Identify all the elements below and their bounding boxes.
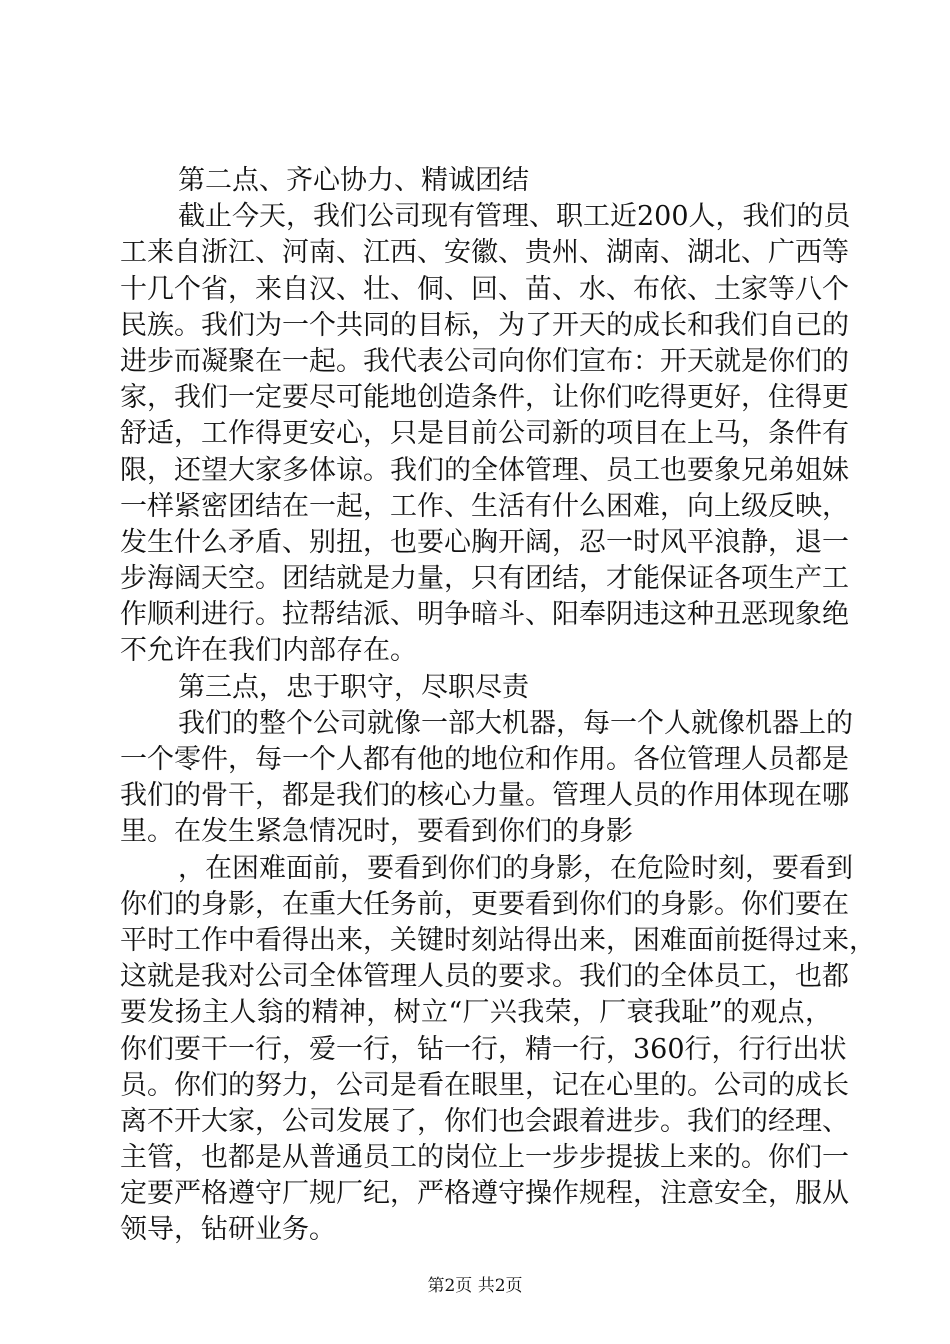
page-number-footer: 第2页 共2页 (427, 1276, 523, 1296)
paragraph-line: 家，我们一定要尽可能地创造条件，让你们吃得更好，住得更 (120, 382, 849, 414)
paragraph-line: 民族。我们为一个共同的目标，为了开天的成长和我们自已的 (120, 309, 849, 341)
paragraph-line: 领导，钻研业务。 (120, 1214, 336, 1246)
paragraph-line: 不允许在我们内部存在。 (120, 635, 417, 667)
section-heading: 第二点、齐心协力、精诚团结 (178, 165, 529, 196)
paragraph-line: 十几个省，来自汉、壮、侗、回、苗、水、布依、土家等八个 (120, 273, 849, 305)
paragraph-line: 离不开大家，公司发展了，你们也会跟着进步。我们的经理、 (120, 1105, 849, 1137)
paragraph-line: 发生什么矛盾、别扭，也要心胸开阔，忍一时风平浪静，退一 (120, 526, 849, 558)
paragraph-line: 你们的身影，在重大任务前，更要看到你们的身影。你们要在 (120, 888, 849, 920)
paragraph-line: 平时工作中看得出来，关键时刻站得出来，困难面前挺得过来， (120, 924, 876, 956)
paragraph-line: 作顺利进行。拉帮结派、明争暗斗、阳奉阴违这种丑恶现象绝 (120, 599, 849, 631)
paragraph-line: 步海阔天空。团结就是力量，只有团结，才能保证各项生产工 (120, 563, 849, 595)
paragraph-line: 我们的整个公司就像一部大机器，每一个人就像机器上的 (178, 707, 853, 739)
paragraph-line: 进步而凝聚在一起。我代表公司向你们宣布：开天就是你们的 (120, 345, 849, 377)
paragraph-line: 一个零件，每一个人都有他的地位和作用。各位管理人员都是 (120, 744, 849, 775)
paragraph-line: 定要严格遵守厂规厂纪，严格遵守操作规程，注意安全，服从 (120, 1178, 849, 1210)
paragraph-line: 里。在发生紧急情况时，要看到你们的身影 (120, 816, 633, 848)
section-heading: 第三点，忠于职守，尽职尽责 (178, 671, 529, 703)
paragraph-line: 工来自浙江、河南、江西、安徽、贵州、湖南、湖北、广西等 (120, 237, 849, 269)
paragraph-line: 限，还望大家多体谅。我们的全体管理、员工也要象兄弟姐妹 (120, 454, 849, 486)
paragraph-line: 要发扬主人翁的精神，树立“厂兴我荣，厂衰我耻”的观点， (120, 997, 832, 1029)
paragraph-line: 一样紧密团结在一起，工作、生活有什么困难，向上级反映， (120, 490, 849, 522)
document-body (120, 163, 876, 1249)
paragraph-line: 舒适，工作得更安心，只是目前公司新的项目在上马，条件有 (120, 418, 849, 450)
paragraph-line: 员。你们的努力，公司是看在眼里，记在心里的。公司的成长 (120, 1069, 849, 1101)
paragraph-line: 我们的骨干，都是我们的核心力量。管理人员的作用体现在哪 (120, 780, 849, 812)
paragraph-line: 截止今天，我们公司现有管理、职工近200人，我们的员 (178, 201, 851, 233)
paragraph-line: 这就是我对公司全体管理人员的要求。我们的全体员工，也都 (120, 961, 849, 993)
paragraph-line: ，在困难面前，要看到你们的身影，在危险时刻，要看到 (178, 852, 853, 884)
paragraph-line: 主管，也都是从普通员工的岗位上一步步提拔上来的。你们一 (120, 1142, 849, 1174)
paragraph-line: 你们要干一行，爱一行，钻一行，精一行，360行，行行出状 (120, 1033, 847, 1065)
